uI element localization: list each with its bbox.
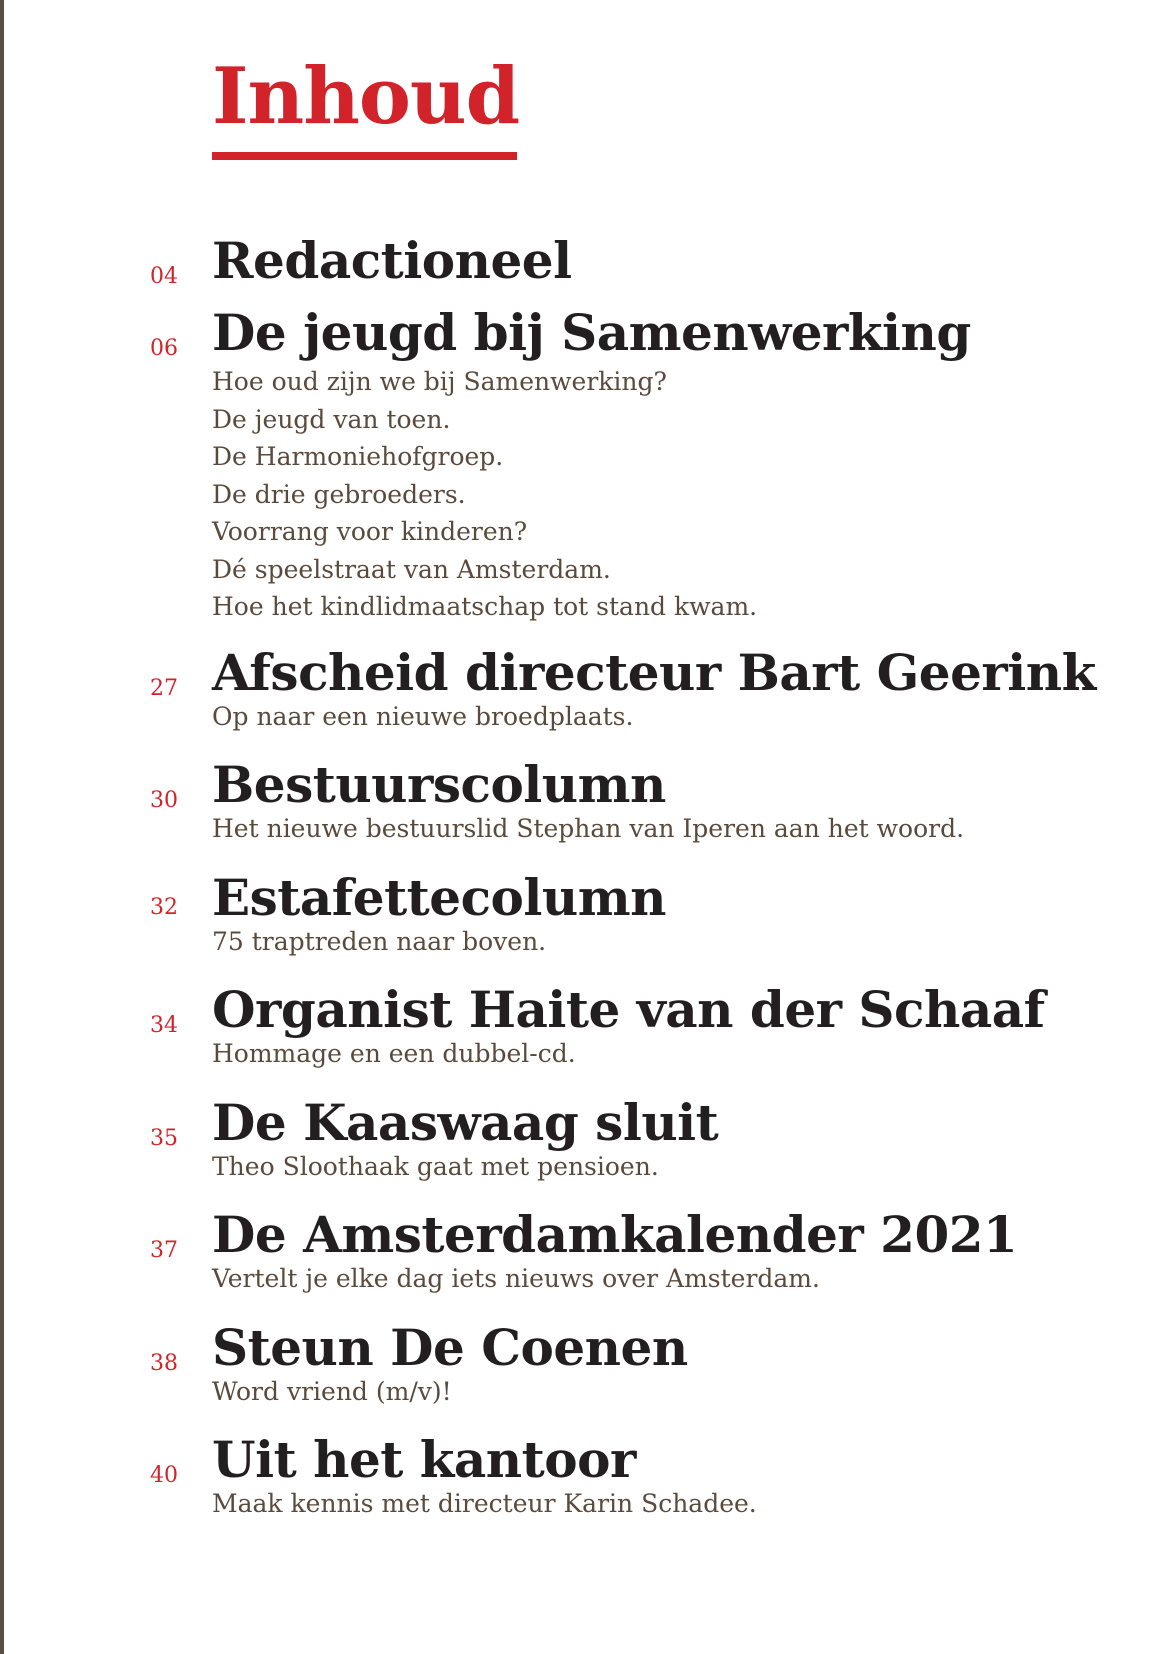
toc-subitems — [212, 363, 757, 626]
toc-entry-title: Bestuurscolumn — [212, 755, 666, 814]
toc-subitem: Dé speelstraat van Amsterdam. — [212, 554, 611, 584]
toc-subitem: De drie gebroeders. — [212, 479, 466, 509]
toc-page-number: 27 — [150, 676, 178, 701]
toc-subitem: 75 traptreden naar boven. — [212, 927, 547, 956]
toc-subitems — [212, 1035, 576, 1073]
toc-entry-title: Steun De Coenen — [212, 1318, 688, 1377]
toc-entry-title: Organist Haite van der Schaaf — [212, 980, 1045, 1039]
toc-subitem: Maak kennis met directeur Karin Schadee. — [212, 1489, 757, 1518]
toc-subitem: De Harmoniehofgroep. — [212, 442, 504, 471]
toc-subitems — [212, 1148, 659, 1186]
toc-subitems — [212, 1260, 820, 1298]
toc-page-number: 35 — [150, 1126, 178, 1151]
toc-entry-title: De jeugd bij Samenwerking — [212, 303, 971, 362]
page-title: Inhoud — [212, 51, 520, 142]
toc-subitem: De jeugd van toen. — [212, 404, 451, 434]
toc-entry-title: De Kaaswaag sluit — [212, 1093, 719, 1152]
toc-page-number: 38 — [150, 1351, 178, 1376]
toc-page-number: 34 — [150, 1013, 178, 1038]
toc-entry-title: Afscheid directeur Bart Geerink — [212, 643, 1096, 702]
toc-subitems — [212, 923, 546, 961]
toc-subitems — [212, 810, 964, 848]
toc-page-number: 06 — [150, 336, 178, 361]
toc-subitem: Het nieuwe bestuurslid Stephan van Iperen aan het woord. — [212, 814, 965, 843]
toc-subitem: Voorrang voor kinderen? — [212, 517, 528, 546]
toc-entry-title: Redactioneel — [212, 231, 572, 290]
toc-page-number: 40 — [150, 1463, 178, 1488]
toc-entry-title: Estafettecolumn — [212, 868, 666, 927]
toc-subitem: Word vriend (m/v)! — [212, 1377, 452, 1406]
toc-subitems — [212, 1485, 757, 1523]
toc-subitem: Hoe oud zijn we bij Samenwerking? — [212, 367, 667, 396]
toc-subitems — [212, 698, 633, 736]
toc-page-number: 32 — [150, 895, 178, 920]
toc-subitem: Theo Sloothaak gaat met pensioen. — [212, 1152, 659, 1181]
toc-subitem: Op naar een nieuwe broedplaats. — [212, 702, 634, 731]
toc-subitem: Hommage en een dubbel-cd. — [212, 1039, 576, 1068]
toc-subitem: Vertelt je elke dag iets nieuws over Amsterdam. — [212, 1264, 820, 1293]
toc-page-number: 30 — [150, 788, 178, 813]
toc-page-number: 04 — [150, 264, 178, 289]
toc-subitem: Hoe het kindlidmaatschap tot stand kwam. — [212, 592, 758, 621]
toc-subitems — [212, 1373, 452, 1411]
toc-entry-title: Uit het kantoor — [212, 1430, 636, 1489]
toc-page-number: 37 — [150, 1238, 178, 1263]
toc-entry-title: De Amsterdamkalender 2021 — [212, 1205, 1018, 1264]
